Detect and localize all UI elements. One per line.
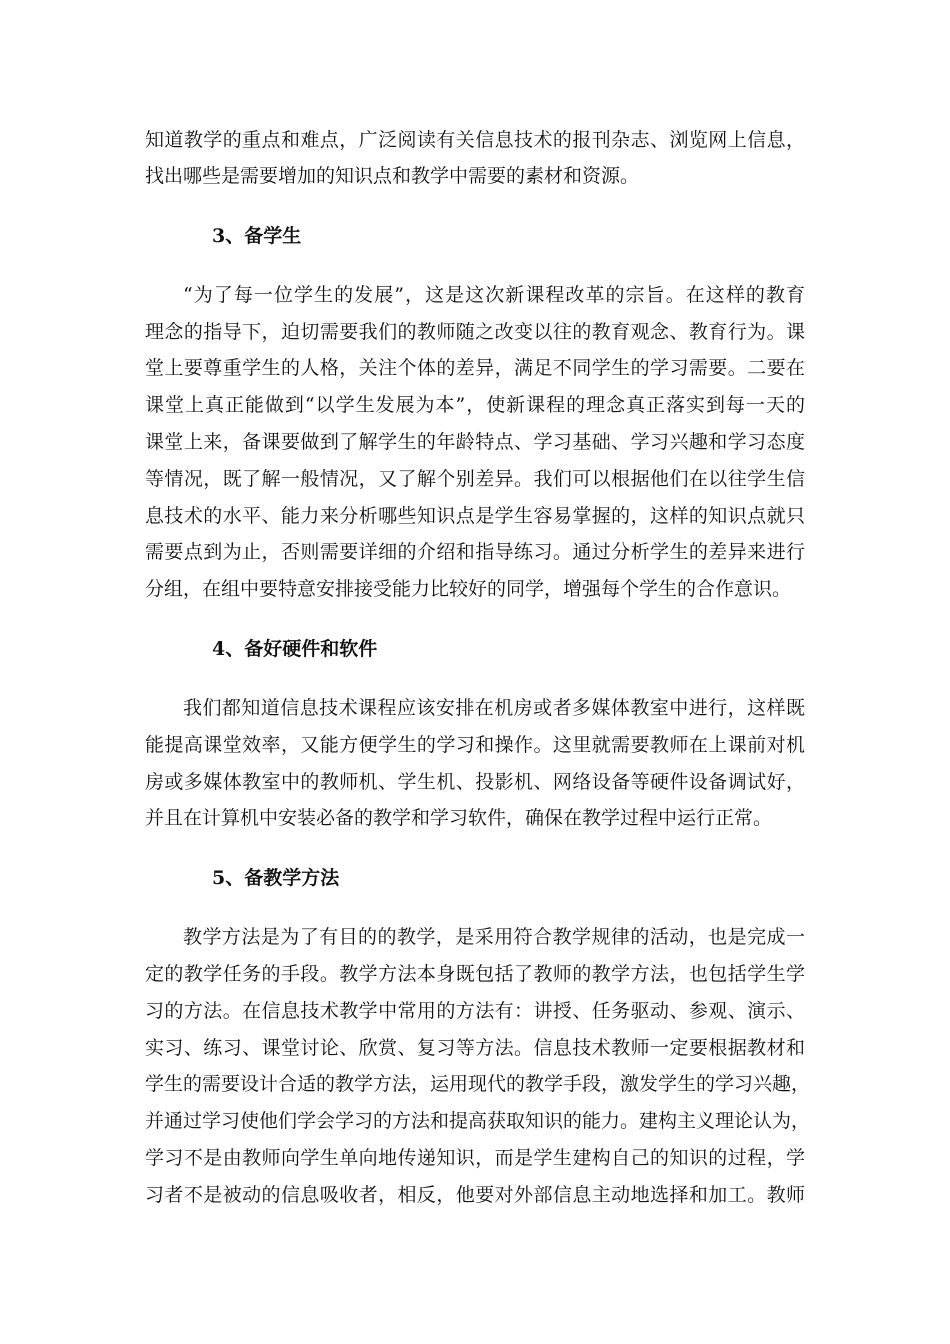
body-text-line: 定的教学任务的手段。教学方法本身既包括了教师的教学方法，也包括学生学	[145, 963, 805, 985]
body-text-line: 堂上要尊重学生的人格，关注个体的差异，满足不同学生的学习需要。二要在	[145, 357, 805, 379]
body-text-line: 息技术的水平、能力来分析哪些知识点是学生容易掌握的，这样的知识点就只	[145, 505, 805, 527]
body-text-line: 学生的需要设计合适的教学方法，运用现代的教学手段，激发学生的学习兴趣，	[145, 1073, 811, 1095]
section-heading-5: 5、备教学方法	[212, 867, 340, 889]
body-text-line: 知道教学的重点和难点，广泛阅读有关信息技术的报刊杂志、浏览网上信息，	[145, 129, 805, 151]
body-text-line: 并通过学习使他们学会学习的方法和提高获取知识的能力。建构主义理论认为，	[145, 1110, 811, 1132]
body-text-line: 我们都知道信息技术课程应该安排在机房或者多媒体教室中进行，这样既	[183, 697, 805, 719]
body-text-line: 教学方法是为了有目的的教学，是采用符合教学规律的活动，也是完成一	[183, 926, 805, 948]
body-text-line: 实习、练习、课堂讨论、欣赏、复习等方法。信息技术教师一定要根据教材和	[145, 1037, 805, 1059]
body-text-line: 需要点到为止，否则需要详细的介绍和指导练习。通过分析学生的差异来进行	[145, 541, 805, 563]
body-text-line: 能提高课堂效率，又能方便学生的学习和操作。这里就需要教师在上课前对机	[145, 734, 805, 756]
body-text-line: 课堂上真正能做到“以学生发展为本”，使新课程的理念真正落实到每一天的	[145, 394, 805, 416]
section-heading-3: 3、备学生	[212, 225, 302, 247]
body-text-line: 习的方法。在信息技术教学中常用的方法有：讲授、任务驱动、参观、演示、	[145, 1000, 805, 1022]
body-text-line: 等情况，既了解一般情况，又了解个别差异。我们可以根据他们在以往学生信	[145, 468, 805, 490]
body-text-line: 理念的指导下，迫切需要我们的教师随之改变以往的教育观念、教育行为。课	[145, 321, 805, 343]
body-text-line: 房或多媒体教室中的教师机、学生机、投影机、网络设备等硬件设备调试好，	[145, 771, 805, 793]
section-heading-4: 4、备好硬件和软件	[212, 638, 378, 660]
body-text-line: 找出哪些是需要增加的知识点和教学中需要的素材和资源。	[145, 165, 640, 187]
body-text-line: 并且在计算机中安装必备的教学和学习软件，确保在教学过程中运行正常。	[145, 807, 773, 829]
body-text-line: 学习不是由教师向学生单向地传递知识，而是学生建构自己的知识的过程，学	[145, 1147, 805, 1169]
body-text-line: 课堂上来，备课要做到了解学生的年龄特点、学习基础、学习兴趣和学习态度	[145, 431, 805, 453]
body-text-line: 习者不是被动的信息吸收者，相反，他要对外部信息主动地选择和加工。教师	[145, 1184, 805, 1206]
body-text-line: 分组，在组中要特意安排接受能力比较好的同学，增强每个学生的合作意识。	[145, 578, 792, 600]
body-text-line: “为了每一位学生的发展”，这是这次新课程改革的宗旨。在这样的教育	[183, 284, 805, 306]
